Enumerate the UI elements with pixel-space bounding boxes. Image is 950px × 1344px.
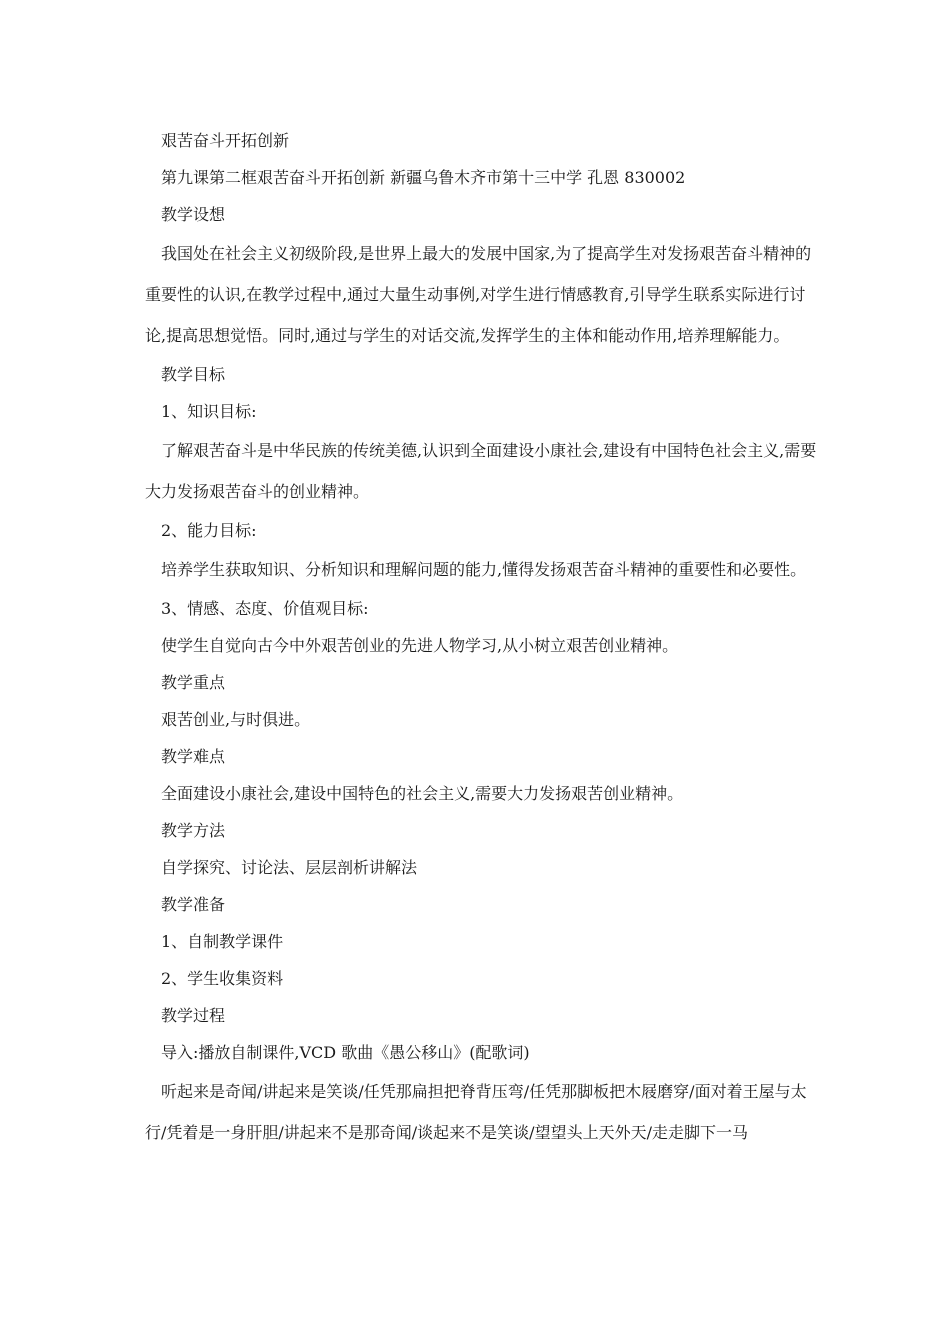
- paragraph: 了解艰苦奋斗是中华民族的传统美德,认识到全面建设小康社会,建设有中国特色社会主义,需要大力发扬艰苦奋斗的创业精神。: [145, 441, 817, 501]
- paragraph: 全面建设小康社会,建设中国特色的社会主义,需要大力发扬艰苦创业精神。: [161, 784, 684, 803]
- list-item: 2、学生收集资料: [161, 969, 284, 988]
- lesson-info: 第九课第二框艰苦奋斗开拓创新 新疆乌鲁木齐市第十三中学 孔恩 830002: [161, 168, 686, 187]
- list-item: 1、自制教学课件: [161, 932, 284, 951]
- paragraph: 我国处在社会主义初级阶段,是世界上最大的发展中国家,为了提高学生对发扬艰苦奋斗精神的重要性的认识,在教学过程中,通过大量生动事例,对学生进行情感教育,引导学生联系实际进行讨论,提高思想觉悟。同时,通过与学生的对话交流,发挥学生的主体和能动作用,培养理解能力。: [145, 244, 812, 345]
- doc-title: 艰苦奋斗开拓创新: [161, 131, 290, 150]
- section-heading: 教学过程: [161, 1006, 226, 1025]
- paragraph: 导入:播放自制课件,VCD 歌曲《愚公移山》(配歌词): [161, 1043, 530, 1062]
- paragraph: 自学探究、讨论法、层层剖析讲解法: [161, 858, 418, 877]
- subheading: 1、知识目标:: [161, 402, 257, 421]
- section-heading: 教学准备: [161, 895, 226, 914]
- subheading: 2、能力目标:: [161, 521, 257, 540]
- lyrics-paragraph: 听起来是奇闻/讲起来是笑谈/任凭那扁担把脊背压弯/任凭那脚板把木屐磨穿/面对着王屋与太行/凭着是一身肝胆/讲起来不是那奇闻/谈起来不是笑谈/望望头上天外天/走走脚下一马: [145, 1082, 807, 1142]
- paragraph: 艰苦创业,与时俱进。: [161, 710, 311, 729]
- paragraph: 培养学生获取知识、分析知识和理解问题的能力,懂得发扬艰苦奋斗精神的重要性和必要性。: [161, 560, 807, 579]
- paragraph: 使学生自觉向古今中外艰苦创业的先进人物学习,从小树立艰苦创业精神。: [161, 636, 679, 655]
- section-heading: 教学重点: [161, 673, 226, 692]
- section-heading: 教学难点: [161, 747, 226, 766]
- section-heading: 教学方法: [161, 821, 226, 840]
- section-heading: 教学设想: [161, 205, 226, 224]
- section-heading: 教学目标: [161, 365, 226, 384]
- document-body: [145, 122, 817, 1153]
- subheading: 3、情感、态度、价值观目标:: [161, 599, 369, 618]
